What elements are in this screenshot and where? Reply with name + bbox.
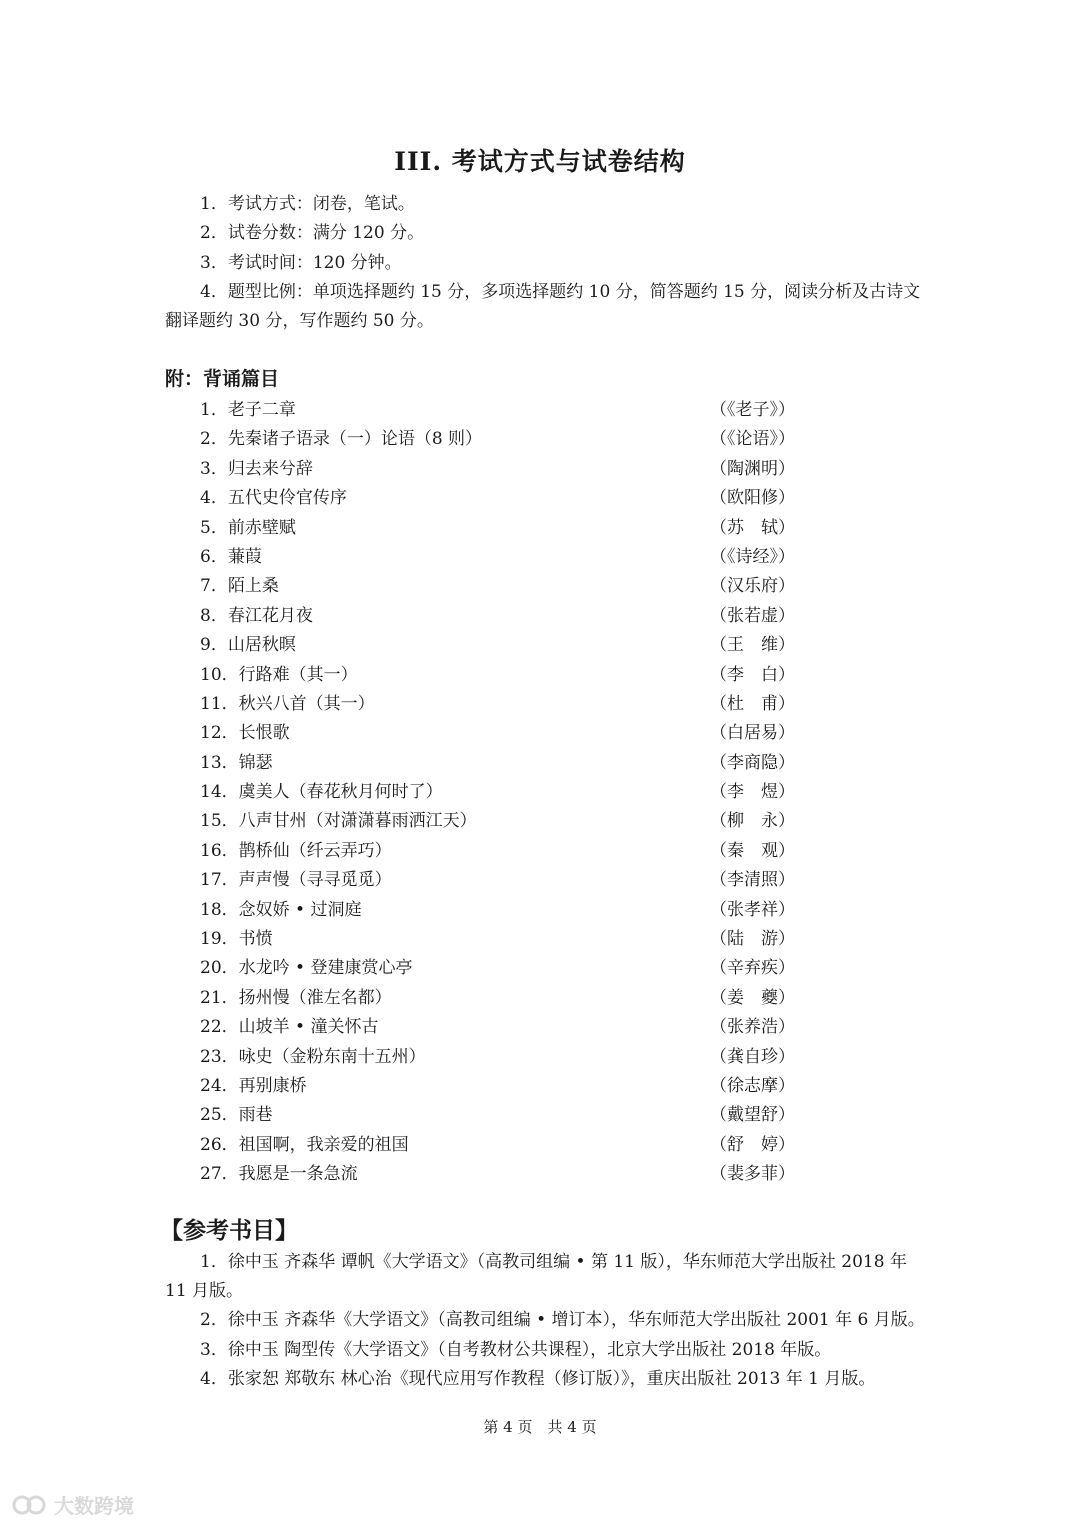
recitation-item	[200, 837, 800, 866]
recitation-title: 2．先秦诸子语录（一）论语（8 则）	[200, 429, 483, 450]
recitation-item	[200, 1101, 800, 1130]
recitation-title: 23．咏史（金粉东南十五州）	[200, 1046, 426, 1067]
recitation-item	[200, 719, 800, 748]
recitation-item	[200, 484, 800, 513]
recitation-author: （《诗经》）	[710, 546, 795, 567]
recitation-item	[200, 1043, 800, 1072]
recitation-item	[200, 866, 800, 895]
recitation-author: （裴多菲）	[710, 1164, 795, 1185]
recitation-author: （秦 观）	[710, 840, 795, 861]
recitation-title: 14．虞美人（春花秋月何时了）	[200, 782, 443, 803]
recitation-item	[200, 631, 800, 660]
recitation-item	[200, 425, 800, 454]
recitation-author: （李 白）	[710, 664, 795, 685]
section-title: III. 考试方式与试卷结构	[394, 147, 686, 176]
appendix-title: 附：背诵篇目	[165, 368, 280, 390]
recitation-author: （李清照）	[710, 870, 795, 891]
recitation-list	[200, 396, 800, 1190]
recitation-title: 24．再别康桥	[200, 1075, 307, 1096]
recitation-title: 12．长恨歌	[200, 723, 290, 744]
recitation-title: 15．八声甘州（对潇潇暮雨洒江天）	[200, 811, 477, 832]
watermark	[12, 1490, 134, 1519]
recitation-author: （陆 游）	[710, 929, 795, 950]
logo-icon	[12, 1494, 48, 1516]
recitation-title: 19．书愤	[200, 929, 273, 950]
reference-item-4: 4．张家恕 郑敬东 林心治《现代应用写作教程（修订版）》，重庆出版社 2013 年 1 月版。	[200, 1369, 876, 1389]
recitation-title: 27．我愿是一条急流	[200, 1164, 358, 1185]
recitation-title: 18．念奴娇 • 过洞庭	[200, 899, 362, 920]
recitation-author: （张若虚）	[710, 605, 795, 626]
recitation-item	[200, 925, 800, 954]
reference-item-1: 1．徐中玉 齐森华 谭帆《大学语文》（高教司组编 • 第 11 版），华东师范大学出版社 2018 年 11 月版。	[165, 1252, 907, 1301]
recitation-title: 5．前赤壁赋	[200, 517, 296, 538]
recitation-item	[200, 572, 800, 601]
references-title: 【参考书目】	[160, 1217, 298, 1244]
recitation-item	[200, 514, 800, 543]
recitation-author: （欧阳修）	[710, 488, 795, 509]
recitation-title: 1．老子二章	[200, 400, 296, 420]
recitation-author: （杜 甫）	[710, 693, 795, 714]
recitation-title: 26．祖国啊，我亲爱的祖国	[200, 1134, 409, 1155]
recitation-title: 17．声声慢（寻寻觅觅）	[200, 870, 392, 891]
recitation-item	[200, 1072, 800, 1101]
reference-item-3: 3．徐中玉 陶型传《大学语文》（自考教材公共课程），北京大学出版社 2018 年版。	[200, 1340, 832, 1360]
recitation-author: （陶渊明）	[710, 458, 795, 479]
exam-item-4: 4．题型比例：单项选择题约 15 分，多项选择题约 10 分，简答题约 15 分，阅读分析及古诗文翻译题约 30 分，写作题约 50 分。	[165, 282, 921, 331]
recitation-title: 8．春江花月夜	[200, 605, 313, 626]
recitation-author: （张孝祥）	[710, 899, 795, 920]
recitation-title: 7．陌上桑	[200, 576, 279, 597]
recitation-title: 20．水龙吟 • 登建康赏心亭	[200, 958, 413, 979]
recitation-author: （《老子》）	[710, 400, 795, 420]
recitation-title: 11．秋兴八首（其一）	[200, 693, 375, 714]
recitation-item	[200, 749, 800, 778]
recitation-title: 9．山居秋暝	[200, 635, 296, 656]
recitation-item	[200, 543, 800, 572]
recitation-author: （徐志摩）	[710, 1075, 795, 1096]
recitation-author: （白居易）	[710, 723, 795, 744]
recitation-author: （龚自珍）	[710, 1046, 795, 1067]
recitation-item	[200, 896, 800, 925]
recitation-author: （舒 婷）	[710, 1134, 795, 1155]
recitation-author: （汉乐府）	[710, 576, 795, 597]
recitation-author: （苏 轼）	[710, 517, 795, 538]
recitation-author: （李商隐）	[710, 752, 795, 773]
recitation-title: 4．五代史伶官传序	[200, 488, 347, 509]
recitation-author: （张养浩）	[710, 1017, 795, 1038]
recitation-title: 6．蒹葭	[200, 546, 262, 567]
recitation-item	[200, 1013, 800, 1042]
recitation-title: 3．归去来兮辞	[200, 458, 313, 479]
recitation-item	[200, 455, 800, 484]
recitation-title: 16．鹊桥仙（纤云弄巧）	[200, 840, 392, 861]
exam-item-3: 3．考试时间：120 分钟。	[200, 253, 402, 273]
recitation-item	[200, 1131, 800, 1160]
recitation-author: （辛弃疾）	[710, 958, 795, 979]
recitation-item	[200, 807, 800, 836]
recitation-item	[200, 396, 800, 425]
recitation-item	[200, 661, 800, 690]
recitation-title: 10．行路难（其一）	[200, 664, 358, 685]
reference-item-2: 2．徐中玉 齐森华《大学语文》（高教司组编 • 增订本），华东师范大学出版社 2001 年 6 月版。	[200, 1310, 925, 1330]
recitation-item	[200, 984, 800, 1013]
recitation-title: 13．锦瑟	[200, 752, 273, 773]
recitation-author: （戴望舒）	[710, 1105, 795, 1126]
recitation-item	[200, 778, 800, 807]
recitation-item	[200, 954, 800, 983]
recitation-author: （姜 夔）	[710, 987, 795, 1008]
recitation-author: （王 维）	[710, 635, 795, 656]
recitation-author: （《论语》）	[710, 429, 795, 450]
recitation-item	[200, 690, 800, 719]
recitation-author: （柳 永）	[710, 811, 795, 832]
recitation-title: 21．扬州慢（淮左名都）	[200, 987, 392, 1008]
exam-item-1: 1．考试方式：闭卷，笔试。	[200, 194, 415, 214]
watermark-text: 大数跨境	[54, 1494, 134, 1518]
recitation-item	[200, 1160, 800, 1189]
recitation-item	[200, 602, 800, 631]
recitation-title: 22．山坡羊 • 潼关怀古	[200, 1017, 379, 1038]
recitation-author: （李 煜）	[710, 782, 795, 803]
page-footer: 第 4 页 共 4 页	[483, 1418, 597, 1436]
recitation-title: 25．雨巷	[200, 1105, 273, 1126]
exam-item-2: 2．试卷分数：满分 120 分。	[200, 223, 425, 243]
